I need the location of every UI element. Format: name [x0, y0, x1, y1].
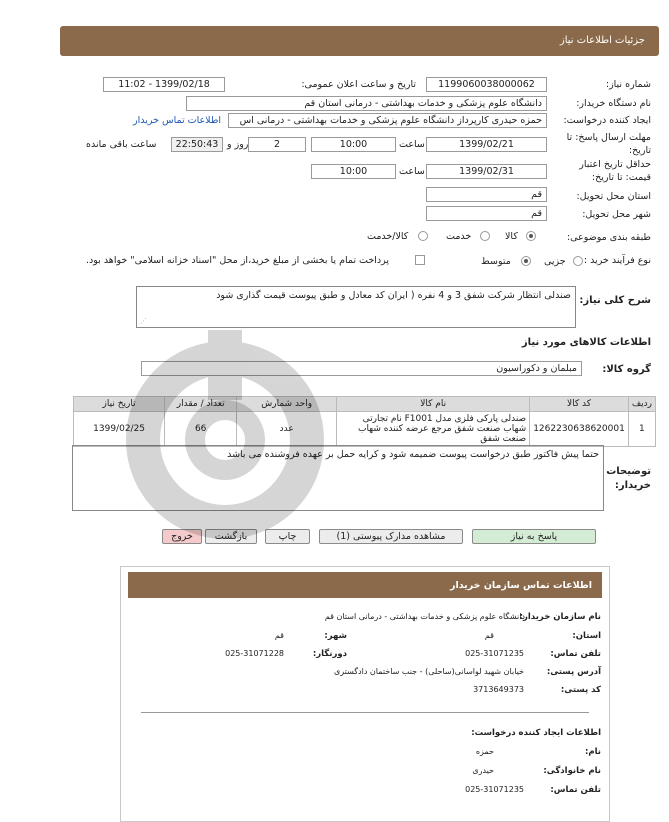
buyer-notes-label-2: خریدار: — [614, 480, 651, 491]
cell-date: 1399/02/25 — [74, 412, 165, 447]
validity-label-2: قیمت: تا تاریخ: — [591, 172, 651, 183]
reply-deadline-label: مهلت ارسال پاسخ: تا — [566, 132, 651, 143]
postal-label: کد پستی: — [560, 685, 601, 695]
col-row: ردیف — [628, 397, 655, 412]
goods-group-label: گروه کالا: — [602, 364, 651, 375]
goods-table-header — [74, 397, 656, 412]
need-number-field[interactable]: 1199060038000062 — [426, 77, 547, 92]
remaining-time-label: ساعت باقی مانده — [86, 139, 157, 150]
purchase-minor-label: جزیی — [544, 256, 566, 267]
goods-table — [73, 396, 656, 447]
back-button[interactable]: بازگشت — [205, 529, 257, 544]
buyer-notes-textarea[interactable] — [72, 445, 604, 511]
fax-label: دورنگار: — [312, 649, 347, 659]
goods-group-field[interactable]: مبلمان و دکوراسیون — [141, 361, 582, 376]
divider — [141, 712, 589, 713]
contact-card-header — [128, 572, 602, 598]
buyer-contact-card — [120, 566, 610, 822]
buyer-notes-label: توضیحات — [606, 466, 651, 477]
province-label: استان: — [572, 631, 601, 641]
purchase-minor-radio[interactable] — [573, 256, 583, 266]
validity-time-label: ساعت — [399, 166, 425, 177]
creator-phone-value: 025-31071235 — [465, 785, 524, 794]
goods-section-title: اطلاعات کالاهای مورد نیاز — [521, 337, 651, 348]
col-unit: واحد شمارش — [237, 397, 337, 412]
category-service-radio[interactable] — [480, 231, 490, 241]
province-value: قم — [484, 631, 494, 640]
validity-label: حداقل تاریخ اعتبار — [579, 159, 651, 170]
cell-code: 1262230638620001 — [530, 412, 629, 447]
treasury-checkbox[interactable] — [415, 255, 425, 265]
buyer-org-label: نام دستگاه خریدار: — [576, 98, 651, 109]
buyer-contact-link[interactable]: اطلاعات تماس خریدار — [133, 115, 222, 126]
reply-button[interactable]: پاسخ به نیاز — [472, 529, 596, 544]
category-label: طبقه بندی موضوعی: — [566, 232, 651, 243]
print-button[interactable]: چاپ — [265, 529, 310, 544]
contact-card-title: اطلاعات تماس سازمان خریدار — [449, 580, 592, 591]
reply-time-field[interactable]: 10:00 — [311, 137, 396, 152]
address-value: خیابان شهید لواسانی(ساحلی) - جنب ساختمان دادگستری — [334, 667, 524, 676]
resize-handle-icon[interactable]: ⋰ — [140, 317, 147, 325]
cell-name: صندلی پارکی فلزی مدل F1001 نام تجارتی شهاب صنعت شفق مرجع عرضه کننده شهاب صنعت شفق — [337, 412, 530, 447]
reply-date-field[interactable]: 1399/02/21 — [426, 137, 547, 152]
remaining-time-field[interactable]: 22:50:43 — [171, 137, 223, 152]
creator-label: ایجاد کننده درخواست: — [563, 115, 651, 126]
col-qty: تعداد / مقدار — [165, 397, 237, 412]
buyer-notes-text: حتما پیش فاکتور طبق درخواست پیوست ضمیمه شود و کرایه حمل بر عهده فروشنده می باشد — [227, 449, 599, 460]
creator-name-value: حمزه — [475, 747, 494, 756]
category-both-label: کالا/خدمت — [367, 231, 409, 242]
attachments-button[interactable]: مشاهده مدارک پیوستی (1) — [319, 529, 463, 544]
announce-date-field[interactable]: 1399/02/18 - 11:02 — [103, 77, 225, 92]
cell-unit: عدد — [237, 412, 337, 447]
treasury-note: پرداخت تمام یا بخشی از مبلغ خرید،از محل "اسناد خزانه اسلامی" خواهد بود. — [86, 255, 389, 266]
creator-info-title: اطلاعات ایجاد کننده درخواست: — [471, 728, 601, 738]
delivery-city-label: شهر محل تحویل: — [582, 209, 651, 220]
creator-phone-label: تلفن تماس: — [550, 785, 601, 795]
purchase-type-label: نوع فرآیند خرید : — [583, 255, 651, 266]
creator-family-label: نام خانوادگی: — [543, 766, 601, 776]
city-value: قم — [274, 631, 284, 640]
purchase-medium-label: متوسط — [481, 256, 511, 267]
validity-time-field[interactable]: 10:00 — [311, 164, 396, 179]
cell-row: 1 — [628, 412, 655, 447]
delivery-province-label: استان محل تحویل: — [576, 191, 651, 202]
purchase-medium-radio[interactable] — [521, 256, 531, 266]
page-header — [60, 26, 659, 56]
category-goods-label: کالا — [505, 231, 518, 242]
summary-textarea[interactable] — [136, 286, 576, 328]
org-value: دانشگاه علوم پزشکی و خدمات بهداشتی - درمانی استان قم — [324, 612, 525, 621]
cell-qty: 66 — [165, 412, 237, 447]
need-number-label: شماره نیاز: — [605, 79, 651, 90]
delivery-province-field[interactable]: قم — [426, 187, 547, 202]
days-label: روز و — [227, 139, 249, 150]
creator-field[interactable]: حمزه حیدری کارپرداز دانشگاه علوم پزشکی و خدمات بهداشتی - درمانی اس — [228, 113, 547, 128]
creator-family-value: حیدری — [472, 766, 494, 775]
summary-label: شرح کلی نیاز: — [579, 295, 651, 306]
exit-button[interactable]: خروج — [162, 529, 202, 544]
buyer-org-field[interactable]: دانشگاه علوم پزشکی و خدمات بهداشتی - درمانی استان قم — [186, 96, 547, 111]
col-name: نام کالا — [337, 397, 530, 412]
category-service-label: خدمت — [446, 231, 472, 242]
phone-value: 025-31071235 — [465, 649, 524, 658]
announce-date-label: تاریخ و ساعت اعلان عمومی: — [301, 79, 416, 90]
postal-value: 3713649373 — [473, 685, 524, 694]
org-label: نام سازمان خریدار: — [519, 612, 601, 622]
summary-text: صندلی انتظار شرکت شفق 3 و 4 نفره ( ایران کد معادل و طبق پیوست قیمت گذاری شود — [216, 290, 571, 301]
category-both-radio[interactable] — [418, 231, 428, 241]
creator-name-label: نام: — [584, 747, 601, 757]
validity-date-field[interactable]: 1399/02/31 — [426, 164, 547, 179]
days-remaining-field[interactable]: 2 — [248, 137, 306, 152]
reply-deadline-label-2: تاریخ: — [628, 145, 651, 156]
fax-value: 025-31071228 — [225, 649, 284, 658]
col-code: کد کالا — [530, 397, 629, 412]
phone-label: تلفن تماس: — [550, 649, 601, 659]
category-goods-radio[interactable] — [526, 231, 536, 241]
delivery-city-field[interactable]: قم — [426, 206, 547, 221]
page-title: جزئیات اطلاعات نیاز — [559, 35, 645, 46]
col-date: تاریخ نیاز — [74, 397, 165, 412]
reply-time-label: ساعت — [399, 139, 425, 150]
table-row[interactable] — [74, 412, 656, 447]
city-label: شهر: — [324, 631, 347, 641]
address-label: آدرس پستی: — [546, 667, 601, 677]
